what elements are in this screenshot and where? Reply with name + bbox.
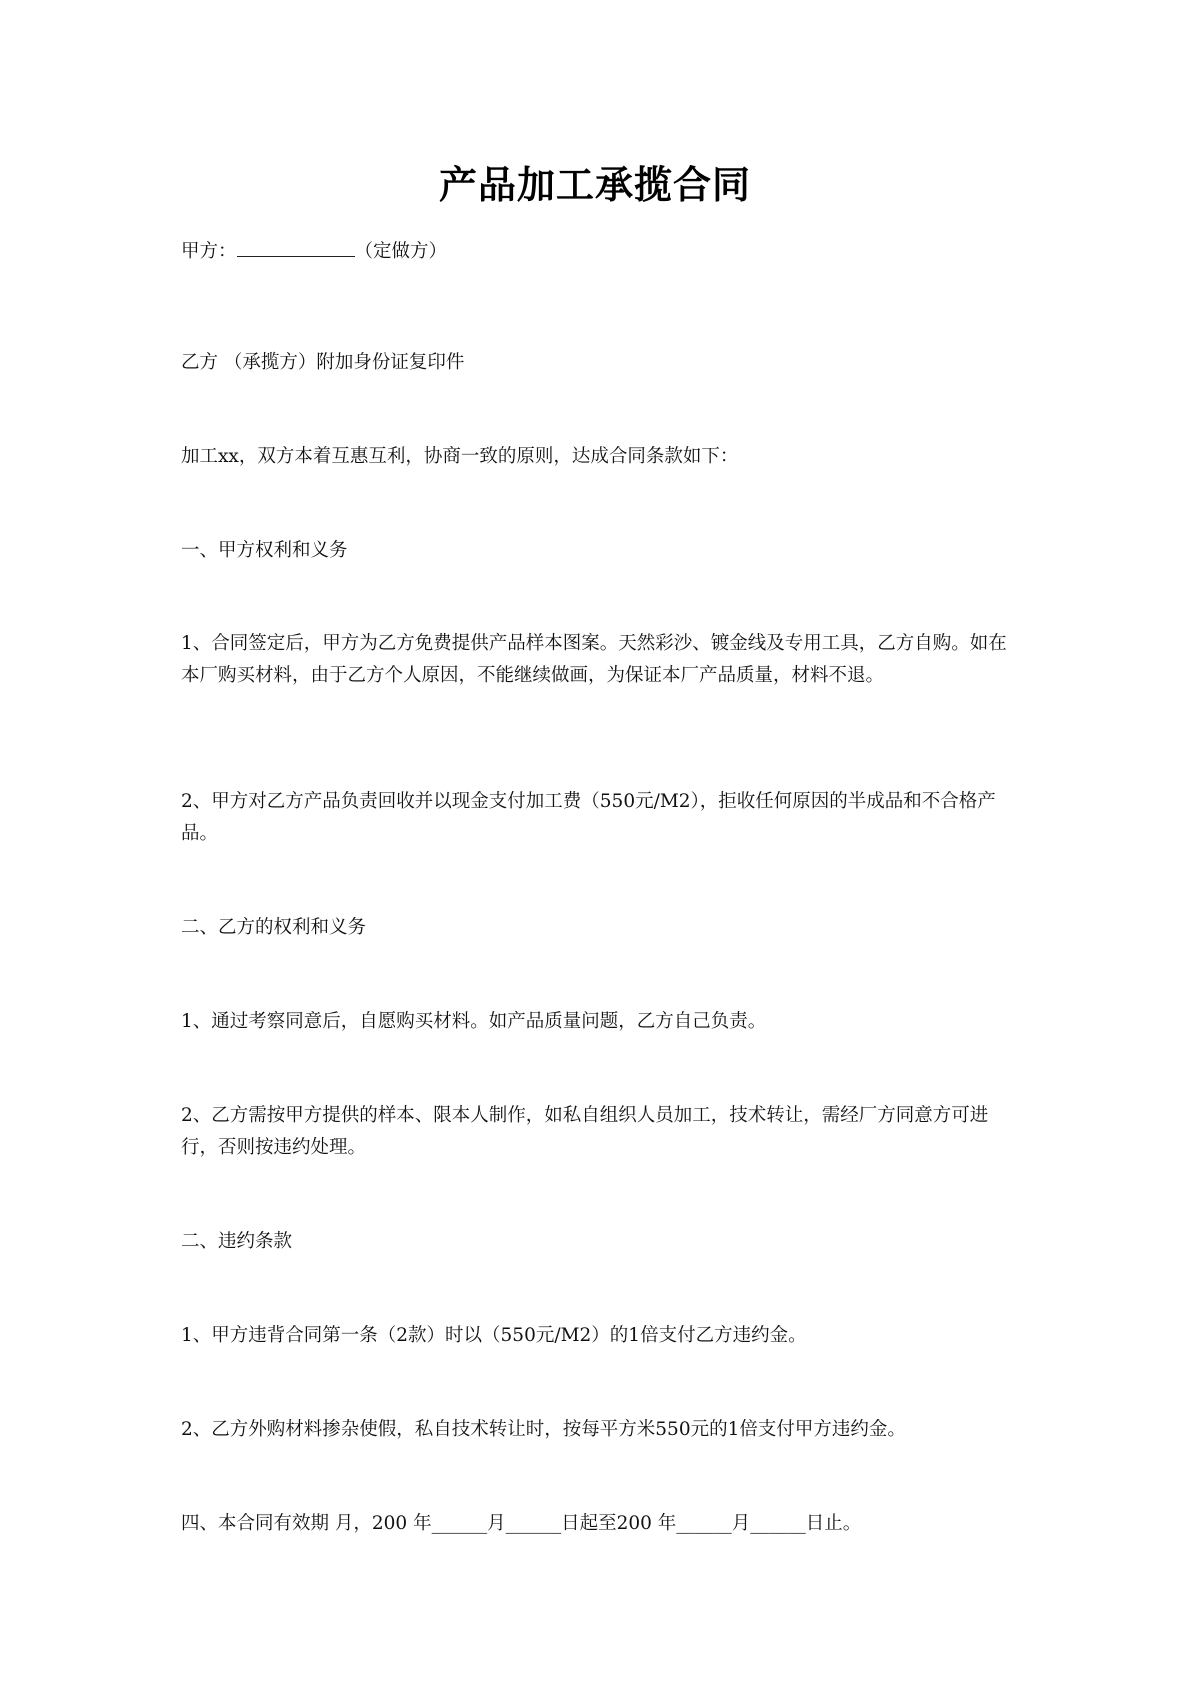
section-3-clause-2: 2、乙方外购材料掺杂使假，私自技术转让时，按每平方米550元的1倍支付甲方违约金。 — [181, 1419, 906, 1440]
party-b-line: 乙方 （承揽方）附加身份证复印件 — [181, 352, 465, 373]
section-1-clause-2: 2、甲方对乙方产品负责回收并以现金支付加工费（550元/M2），拒收任何原因的半成品和不合格产品。 — [181, 791, 996, 844]
section-3-clause-1: 1、甲方违背合同第一条（2款）时以（550元/M2）的1倍支付乙方违约金。 — [181, 1325, 807, 1346]
section-2-heading: 二、乙方的权利和义务 — [181, 917, 367, 938]
party-a-line — [181, 236, 1016, 268]
party-a-blank — [237, 238, 355, 257]
validity-clause: 四、本合同有效期 月，200 年______月______日起至200 年______月______日止。 — [181, 1513, 862, 1534]
section-2-clause-1: 1、通过考察同意后，自愿购买材料。如产品质量问题，乙方自己负责。 — [181, 1011, 767, 1032]
intro-paragraph: 加工xx，双方本着互惠互利，协商一致的原则，达成合同条款如下： — [181, 446, 739, 467]
section-1-heading: 一、甲方权利和义务 — [181, 540, 348, 561]
party-a-role: （定做方） — [354, 241, 448, 262]
section-2-clause-2: 2、乙方需按甲方提供的样本、限本人制作，如私自组织人员加工，技术转让，需经厂方同意方可进行，否则按违约处理。 — [181, 1105, 989, 1158]
section-3-heading: 二、违约条款 — [181, 1231, 293, 1252]
document-title: 产品加工承揽合同 — [438, 162, 751, 207]
party-a-label: 甲方： — [181, 241, 237, 262]
section-1-clause-1: 1、合同签定后，甲方为乙方免费提供产品样本图案。天然彩沙、镀金线及专用工具，乙方自购。如在本厂购买材料，由于乙方个人原因，不能继续做画，为保证本厂产品质量，材料不退。 — [181, 633, 1007, 686]
